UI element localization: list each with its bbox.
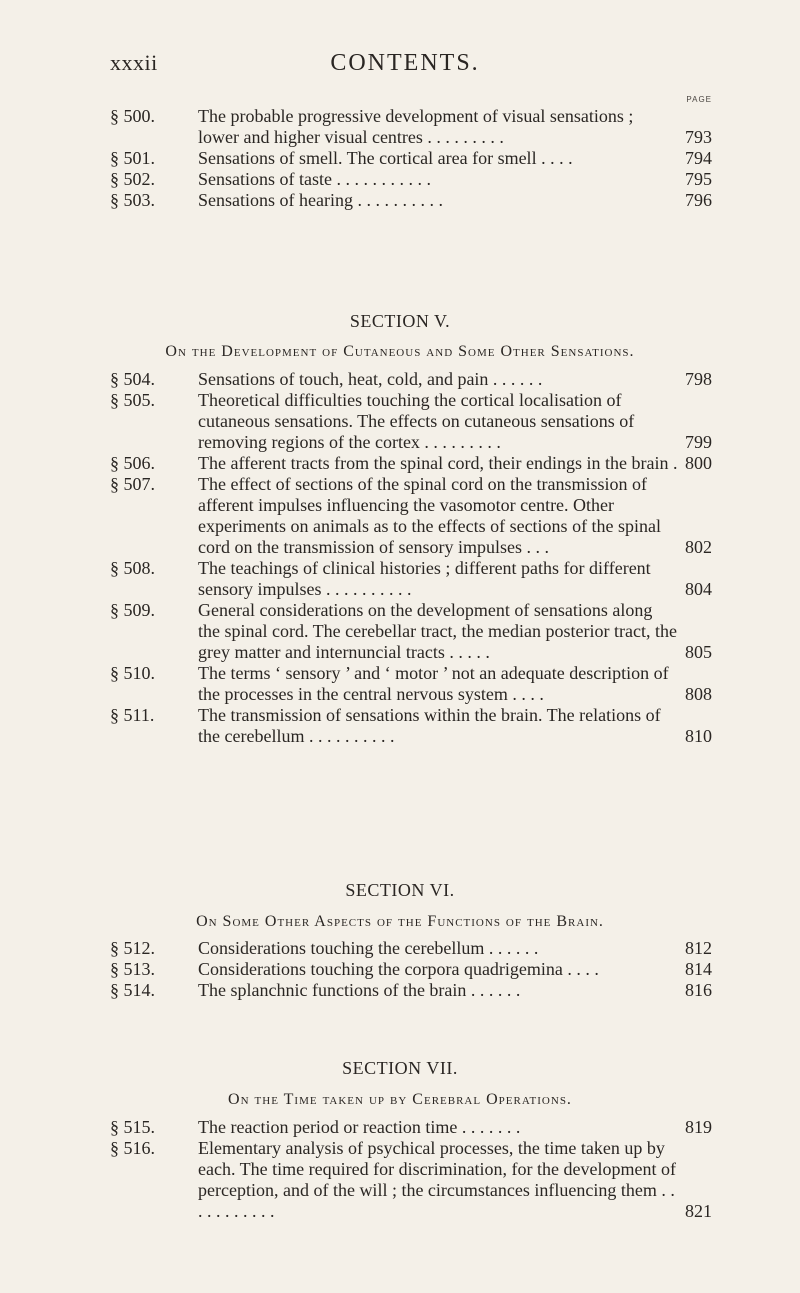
section-title: SECTION VII. [342, 1058, 458, 1078]
toc-entry [0, 474, 800, 558]
entry-text: Considerations touching the cerebellum . . . . . . [198, 938, 539, 958]
entry-text: The terms ‘ sensory ’ and ‘ motor ’ not an adequate description of the processes in the central nervous system . . . . [198, 663, 669, 704]
toc-section-vii-entries [0, 1117, 800, 1222]
entry-text: The splanchnic functions of the brain . . . . . . [198, 980, 521, 1000]
entry-page-number: 821 [685, 1201, 712, 1221]
entry-page-number: 805 [685, 642, 712, 662]
entry-text: The teachings of clinical histories ; different paths for different sensory impulses . . . . . . . . . . [198, 558, 651, 599]
entry-page-number: 812 [685, 938, 712, 958]
entry-text: The effect of sections of the spinal cord on the transmission of afferent impulses influencing the vasomotor centre. Other experiments on animals as to the effects of sections of the spinal cord on the transmission of sensory impulses . . . [198, 474, 662, 557]
entry-text: Sensations of touch, heat, cold, and pain . . . . . . [198, 369, 543, 389]
toc-entry [0, 959, 800, 980]
section-number: § 505. [110, 390, 155, 410]
toc-entry [0, 1117, 800, 1138]
toc-entry [0, 390, 800, 453]
entry-text: Sensations of taste . . . . . . . . . . . [198, 169, 431, 189]
running-head [110, 50, 700, 90]
toc-entry [0, 169, 800, 190]
section-number: § 508. [110, 558, 155, 578]
entry-text: Theoretical difficulties touching the cortical localisation of cutaneous sensations. The effects on cutaneous sensations of removing regions of the cortex . . . . . . . . . [198, 390, 635, 452]
toc-entry [0, 600, 800, 663]
entry-page-number: 804 [685, 579, 712, 599]
toc-section-v-entries [0, 369, 800, 747]
section-number: § 501. [110, 148, 155, 168]
entry-text: The probable progressive development of visual sensations ; lower and higher visual centres . . . . . . . . . [198, 106, 634, 147]
entry-text: General considerations on the development of sensations along the spinal cord. The cerebellar tract, the median posterior tract, the grey matter and internuncial tracts . . . . . [198, 600, 677, 662]
section-subtitle: On the Time taken up by Cerebral Operations. [228, 1091, 572, 1108]
entry-text: Sensations of hearing . . . . . . . . . . [198, 190, 443, 210]
toc-entry [0, 558, 800, 600]
toc-entry [0, 190, 800, 211]
section-number: § 513. [110, 959, 155, 979]
section-number: § 515. [110, 1117, 155, 1137]
toc-entry [0, 980, 800, 1001]
toc-entry [0, 663, 800, 705]
section-subtitle: On Some Other Aspects of the Functions of the Brain. [196, 913, 604, 930]
entry-page-number: 816 [685, 980, 712, 1000]
entry-page-number: 800 [685, 453, 712, 473]
toc-entry [0, 1138, 800, 1222]
section-number: § 516. [110, 1138, 155, 1158]
entry-page-number: 798 [685, 369, 712, 389]
section-number: § 512. [110, 938, 155, 958]
section-number: § 509. [110, 600, 155, 620]
page-number: xxxii [110, 50, 158, 75]
section-title: SECTION V. [349, 311, 451, 331]
entry-page-number: 794 [685, 148, 712, 168]
entry-page-number: 810 [685, 726, 712, 746]
section-number: § 504. [110, 369, 155, 389]
section-number: § 511. [110, 705, 155, 725]
entry-text: The afferent tracts from the spinal cord, their endings in the brain . [198, 453, 678, 473]
toc-group-continued [0, 106, 800, 211]
section-number: § 514. [110, 980, 155, 1000]
toc-entry [0, 705, 800, 747]
entry-page-number: 802 [685, 537, 712, 557]
toc-entry [0, 453, 800, 474]
toc-entry [0, 938, 800, 959]
section-number: § 503. [110, 190, 155, 210]
section-number: § 500. [110, 106, 155, 126]
entry-text: Elementary analysis of psychical processes, the time taken up by each. The time required for discrimination, for the development of perception, and of the will ; the circumstances influencing them . . . . . . . . . . . [198, 1138, 677, 1221]
entry-text: The reaction period or reaction time . . . . . . . [198, 1117, 521, 1137]
running-title: CONTENTS. [330, 50, 480, 76]
toc-entry [0, 369, 800, 390]
entry-page-number: 795 [685, 169, 712, 189]
section-subtitle: On the Development of Cutaneous and Some Other Sensations. [165, 343, 635, 360]
entry-page-number: 796 [685, 190, 712, 210]
entry-page-number: 799 [685, 432, 712, 452]
entry-text: The transmission of sensations within the brain. The relations of the cerebellum . . . . . . . . . . [198, 705, 661, 746]
section-number: § 507. [110, 474, 155, 494]
entry-text: Considerations touching the corpora quadrigemina . . . . [198, 959, 599, 979]
entry-page-number: 814 [685, 959, 712, 979]
entry-page-number: 819 [685, 1117, 712, 1137]
section-number: § 506. [110, 453, 155, 473]
section-number: § 502. [110, 169, 155, 189]
section-title: SECTION VI. [345, 880, 455, 900]
toc-section-vi-entries [0, 938, 800, 1001]
entry-page-number: 808 [685, 684, 712, 704]
toc-entry [0, 106, 800, 148]
entry-page-number: 793 [685, 127, 712, 147]
toc-entry [0, 148, 800, 169]
entry-text: Sensations of smell. The cortical area for smell . . . . [198, 148, 573, 168]
page-column-label: PAGE [686, 95, 712, 104]
section-number: § 510. [110, 663, 155, 683]
